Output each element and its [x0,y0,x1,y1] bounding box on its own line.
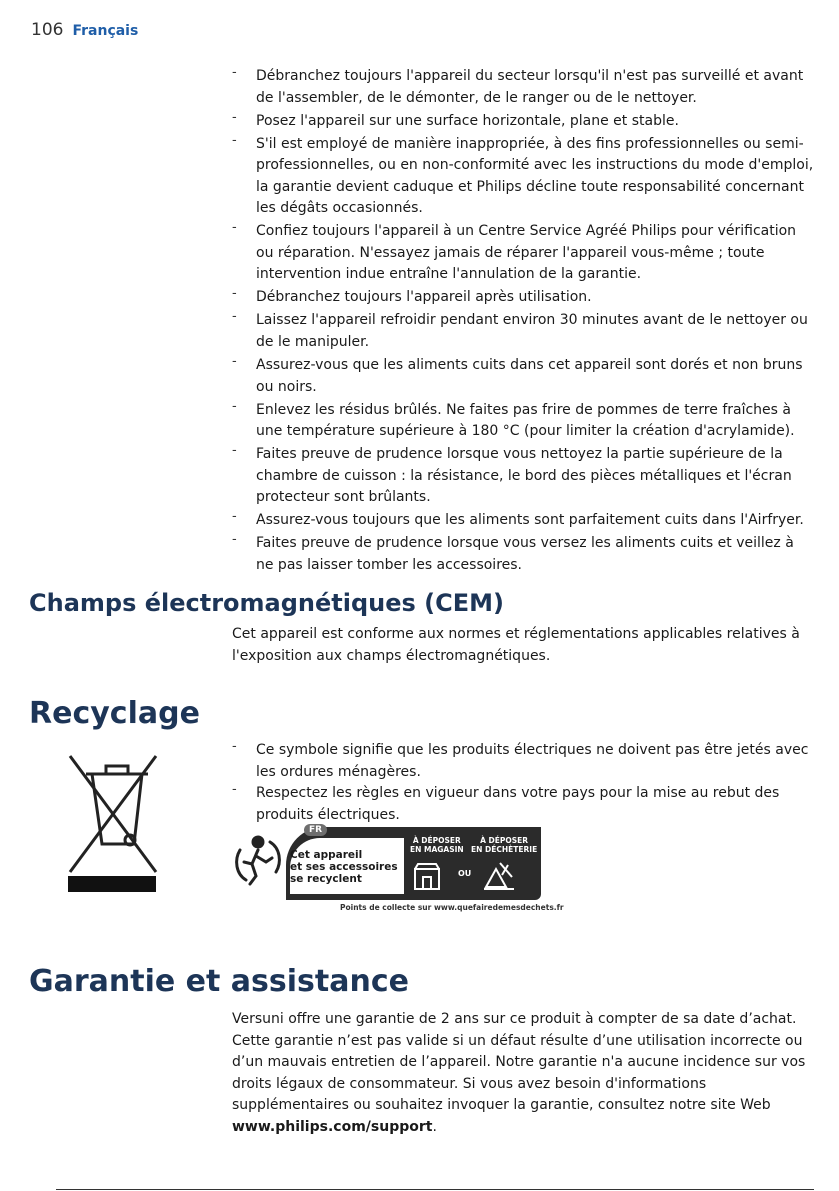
recycling-body [232,740,814,826]
recycling-center-label [471,836,537,854]
center-label-line-2: EN DÉCHÈTERIE [471,845,538,854]
list-item: - Posez l'appareil sur une surface horizontale, plane et stable. [232,111,814,133]
list-item: - Confiez toujours l'appareil à un Centre Service Agréé Philips pour vérification ou réparation. N'essayez jamais de réparer l'appareil vous-même ; toute intervention indue entraîne l'annulation de la garantie. [232,221,814,286]
language-label: Français [72,23,139,39]
list-item: - Assurez-vous toujours que les aliments sont parfaitement cuits dans l'Airfryer. [232,510,814,532]
recycling-list [232,740,814,826]
list-item: - Enlevez les résidus brûlés. Ne faites pas frire de pommes de terre fraîches à une température supérieure à 180 °C (pour limiter la création d'acrylamide). [232,400,814,443]
warranty-text [232,1009,814,1138]
page-header [31,20,138,40]
cem-body [232,624,814,667]
safety-section [232,66,814,578]
warranty-body [232,1009,814,1138]
recycling-center-icon [482,859,516,891]
support-link[interactable]: www.philips.com/support [232,1118,433,1135]
list-item: - Laissez l'appareil refroidir pendant environ 30 minutes avant de le nettoyer ou de le manipuler. [232,310,814,353]
or-label: OU [458,869,472,878]
collection-url: Points de collecte sur www.quefairedemesdechets.fr [340,903,564,912]
country-tag: FR [304,824,327,836]
weee-bin-icon [64,752,160,900]
list-item: - Faites preuve de prudence lorsque vous versez les aliments cuits et veillez à ne pas laisser tomber les accessoires. [232,533,814,576]
safety-list [232,66,814,576]
list-item: - Faites preuve de prudence lorsque vous nettoyez la partie supérieure de la chambre de cuisson : la résistance, le bord des pièces métalliques et l'écran protecteur sont brûlants. [232,444,814,509]
triman-icon [230,832,286,888]
footer-divider [56,1189,814,1190]
store-label-line-2: EN MAGASIN [410,845,464,854]
triman-line-3: se recyclent [290,873,362,885]
list-item: - Assurez-vous que les aliments cuits dans cet appareil sont dorés et non bruns ou noirs. [232,355,814,398]
triman-badge [286,827,541,900]
list-item: - S'il est employé de manière inappropriée, à des fins professionnelles ou semi-professionnelles, ou en non-conformité avec les instructions du mode d'emploi, la garantie devient caduque et Philips décline toute responsabilité concernant les dégâts occasionnés. [232,134,814,220]
cem-text: Cet appareil est conforme aux normes et réglementations applicables relatives à l'exposition aux champs électromagnétiques. [232,626,800,664]
warranty-end: . [432,1118,437,1135]
triman-logo [230,824,564,916]
store-icon [412,861,442,891]
list-item: - Débranchez toujours l'appareil après utilisation. [232,287,814,309]
triman-line-1: Cet appareil [290,849,363,861]
recycling-title: Recyclage [29,696,200,731]
page-number: 106 [31,20,64,40]
list-item: - Respectez les règles en vigueur dans votre pays pour la mise au rebut des produits électriques. [232,783,814,826]
warranty-title: Garantie et assistance [29,964,409,999]
store-label [410,836,464,854]
cem-title: Champs électromagnétiques (CEM) [29,589,504,617]
store-label-line-1: À DÉPOSER [412,836,461,845]
triman-line-2: et ses accessoires [290,861,398,873]
warranty-paragraph: Versuni offre une garantie de 2 ans sur ce produit à compter de sa date d’achat. Cette garantie n’est pas valide si un défaut résulte d’une utilisation incorrecte ou d’un mauvais entretien de l’appareil. Notre garantie n'a aucune incidence sur vos droits légaux de consommateur. Si vous avez besoin d'informations supplémentaires ou souhaitez invoquer la garantie, consultez notre site Web [232,1011,806,1113]
list-item: - Ce symbole signifie que les produits électriques ne doivent pas être jetés avec les ordures ménagères. [232,740,814,783]
triman-text [290,849,398,885]
center-label-line-1: À DÉPOSER [480,836,529,845]
list-item: - Débranchez toujours l'appareil du secteur lorsqu'il n'est pas surveillé et avant de l'assembler, de le démonter, de le ranger ou de le nettoyer. [232,66,814,109]
